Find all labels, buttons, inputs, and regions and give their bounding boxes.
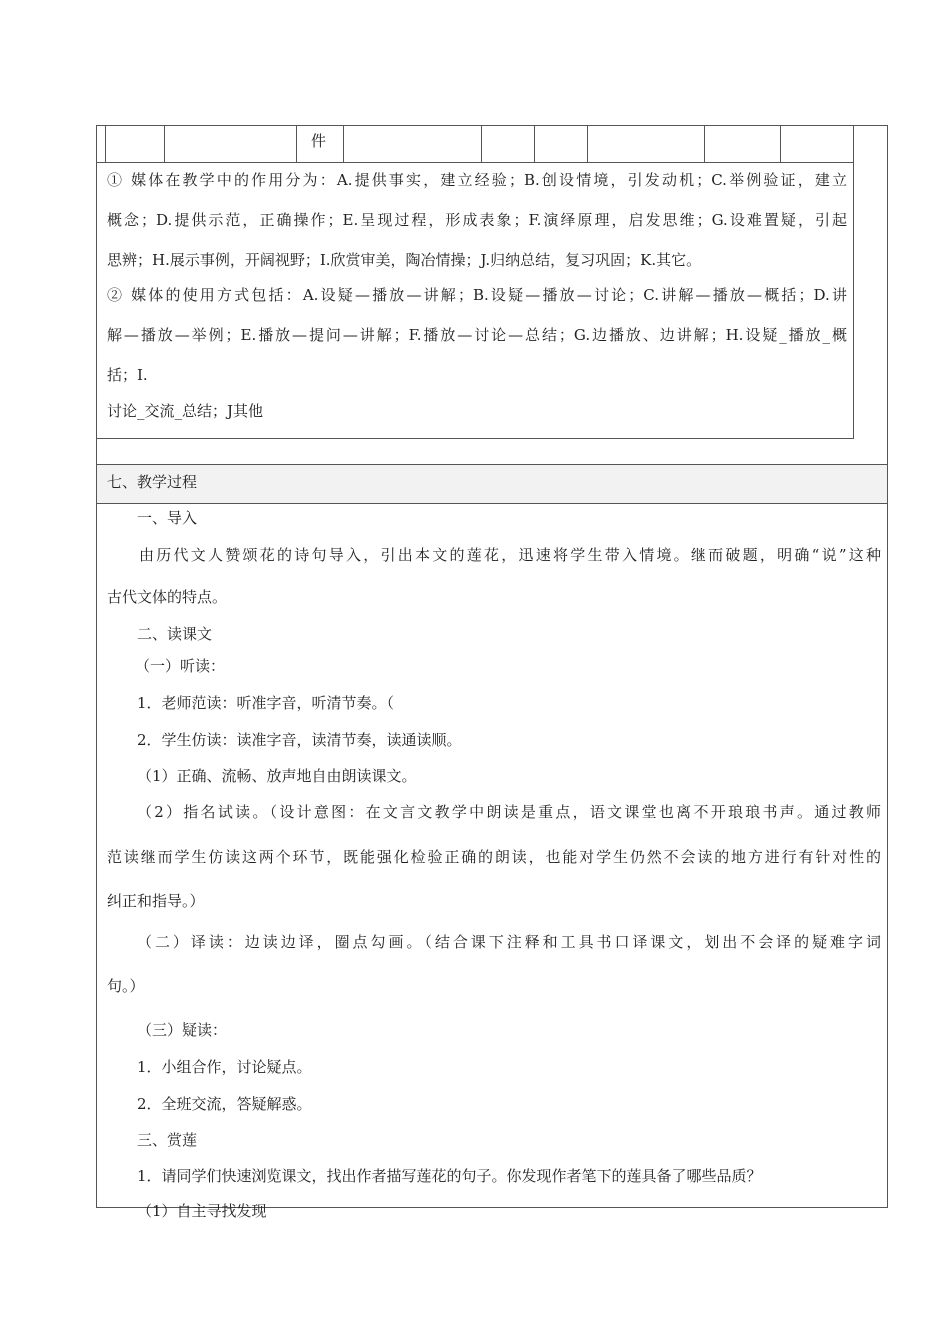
paragraph: 古代文体的特点。 [107,588,228,606]
media-note-line: 讨论_交流_总结；J其他 [107,402,264,420]
column-divider [105,126,106,162]
column-divider [481,126,482,162]
media-note-line: ① 媒体在教学中的作用分为：A.提供事实，建立经验；B.创设情境，引发动机；C.举例验证，建立 [107,171,847,189]
column-divider [587,126,588,162]
paragraph: 二、读课文 [137,625,213,643]
section-header [97,464,887,504]
paragraph: （2）指名试读。（设计意图：在文言文教学中朗读是重点，语文课堂也离不开琅琅书声。通过教师 [137,803,881,821]
column-divider [534,126,535,162]
paragraph: 句。） [107,977,145,995]
media-note-line: 解—播放—举例；E.播放—提问—讲解；F.播放—讨论—总结；G.边播放、边讲解；H.设疑_播放_概 [107,326,847,344]
media-table [97,126,854,439]
media-notes [107,166,847,437]
column-divider [780,126,781,162]
table-cell-text: 件 [311,132,327,150]
paragraph: 2．全班交流，答疑解惑。 [137,1095,312,1113]
paragraph: 范读继而学生仿读这两个环节，既能强化检验正确的朗读，也能对学生仍然不会读的地方进行有针对性的 [107,848,881,866]
paragraph: （一）听读： [135,657,226,675]
media-note-line: 概念；D.提供示范，正确操作；E.呈现过程，形成表象；F.演绎原理，启发思维；G.设难置疑，引起 [107,211,847,229]
paragraph: 纠正和指导。） [107,892,205,910]
paragraph: （1）正确、流畅、放声地自由朗读课文。 [137,767,417,785]
column-divider [164,126,165,162]
paragraph: 1．小组合作，讨论疑点。 [137,1058,312,1076]
paragraph: 由历代文人赞颂花的诗句导入，引出本文的莲花，迅速将学生带入情境。继而破题，明确“说”这种 [139,546,881,564]
paragraph: 1．老师范读：听准字音，听清节奏。（ [137,694,395,712]
column-divider [343,126,344,162]
media-note-line: 括；I. [107,366,148,384]
paragraph: 1．请同学们快速浏览课文，找出作者描写莲花的句子。你发现作者笔下的莲具备了哪些品质？ [137,1167,762,1185]
paragraph: （1）自主寻找发现 [137,1202,267,1220]
paragraph: 2．学生仿读：读准字音，读清节奏，读通读顺。 [137,731,462,749]
media-note-line: ② 媒体的使用方式包括：A.设疑—播放—讲解；B.设疑—播放—讨论；C.讲解—播放—概括；D.讲 [107,286,847,304]
media-note-line: 思辨；H.展示事例，开阔视野；I.欣赏审美，陶冶情操；J.归纳总结，复习巩固；K.其它。 [107,251,702,269]
column-divider [296,126,297,162]
media-table-row [97,126,853,163]
section-title: 七、教学过程 [107,473,198,491]
paragraph: 三、赏莲 [137,1131,198,1149]
paragraph: （三）疑读： [137,1021,228,1039]
column-divider [704,126,705,162]
paragraph: 一、导入 [137,509,198,527]
paragraph: （二）译读：边读边译，圈点勾画。（结合课下注释和工具书口译课文，划出不会译的疑难字词 [137,933,881,951]
lesson-table [96,125,888,1220]
